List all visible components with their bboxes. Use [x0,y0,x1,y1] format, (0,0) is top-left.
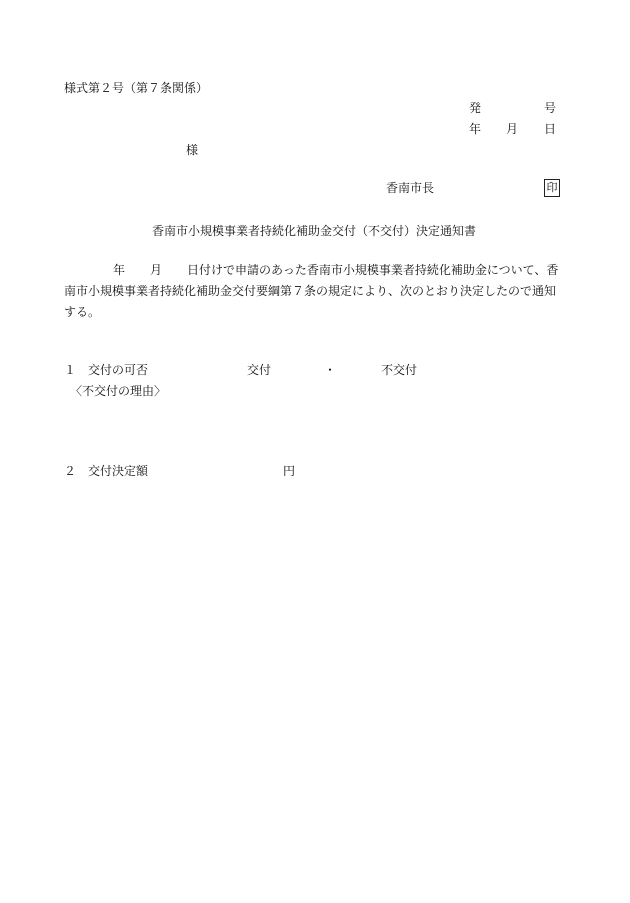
body-date-month: 月 [150,263,163,277]
issue-date-day: 日 [544,122,557,136]
issue-number-prefix: 発 [469,101,482,115]
issue-date-month: 月 [506,122,519,136]
item1-option-grant: 交付 [247,363,272,377]
sender-name: 香南市長 [386,181,435,195]
issue-number-suffix: 号 [544,101,557,115]
body-text-line3: する。 [64,305,101,319]
form-number: 様式第２号（第７条関係） [64,81,209,95]
item1-label: １ 交付の可否 [64,363,149,377]
item1-option-nongrant: 不交付 [381,363,418,377]
body-text-line1: 日付けで申請のあった香南市小規模事業者持続化補助金について、香 [187,263,559,277]
item2-unit: 円 [283,464,296,478]
body-text-line2: 南市小規模事業者持続化補助金交付要綱第７条の規定により、次のとおり決定したので通知 [64,284,557,298]
body-date-year: 年 [113,263,126,277]
item2-label: ２ 交付決定額 [64,464,149,478]
document-title: 香南市小規模事業者持続化補助金交付（不交付）決定通知書 [152,224,477,238]
addressee-honorific: 様 [186,143,199,157]
issue-date-year: 年 [469,122,482,136]
item1-reason-label: 〈不交付の理由〉 [70,384,167,398]
seal-mark: 印 [544,179,560,197]
item1-separator: ・ [324,363,337,377]
